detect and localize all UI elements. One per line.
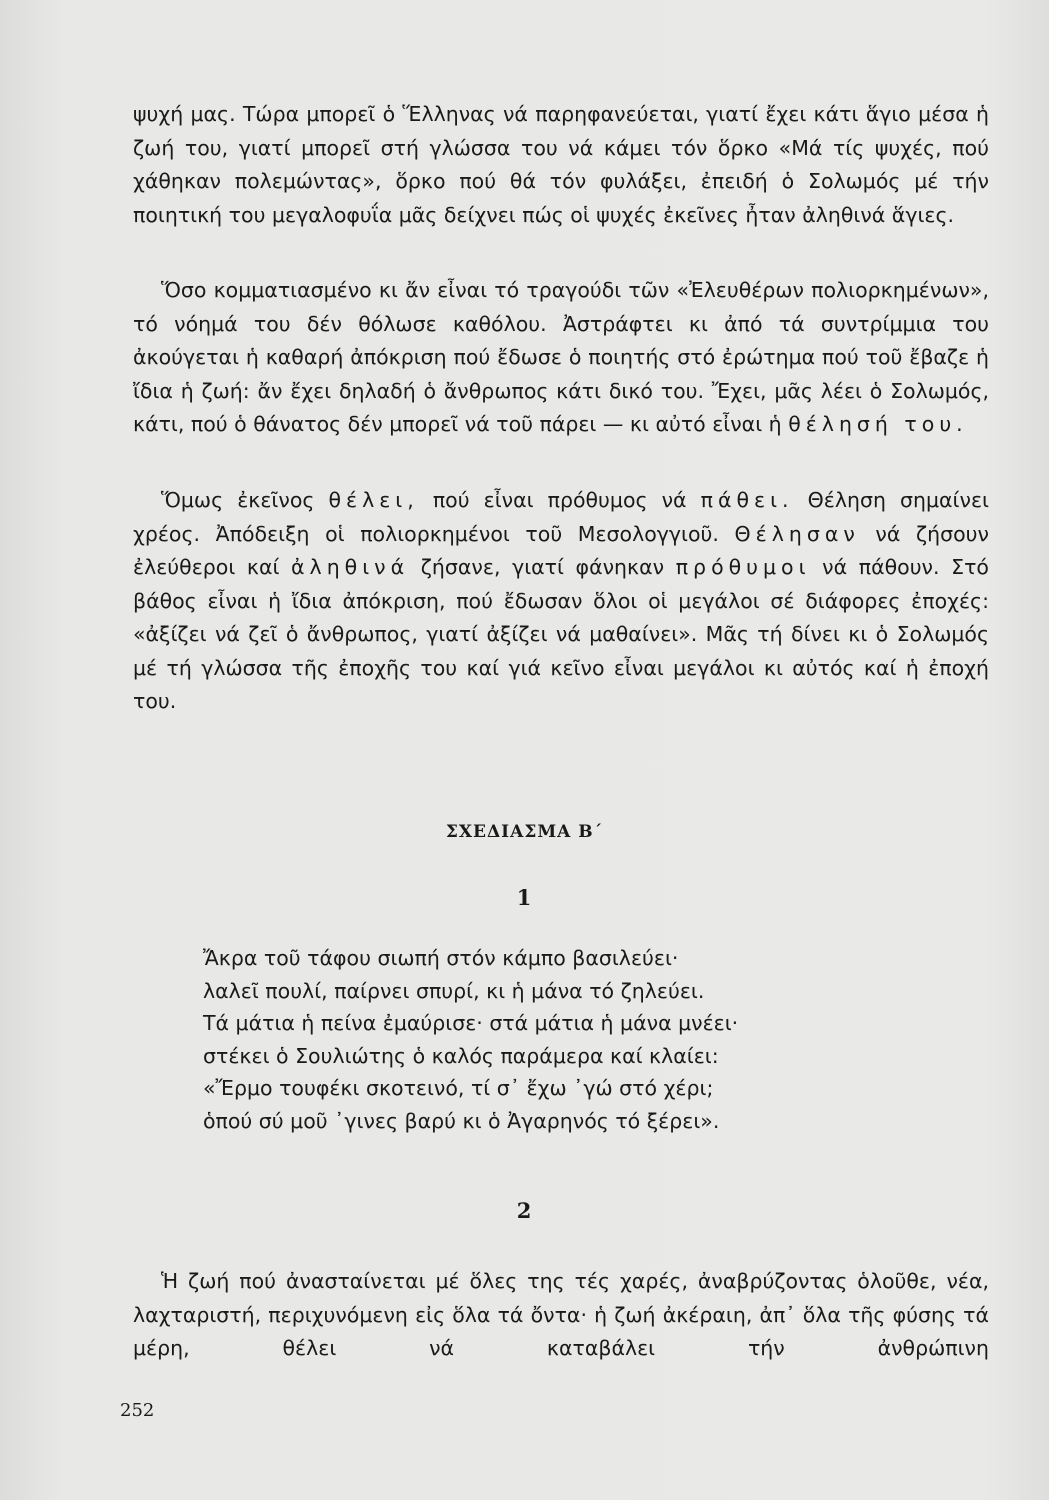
- paragraph-3-part-e: Θέληση σημαίνει χρέος. Ἀπόδειξη οἱ πολιορκημένοι τοῦ Μεσολογγιοῦ.: [133, 488, 989, 546]
- poem-number-1: 1: [516, 885, 533, 910]
- poem-line-1: Ἄκρα τοῦ τάφου σιωπή στόν κάμπο βασιλεύει·: [203, 946, 679, 970]
- poem-line-4: στέκει ὁ Σουλιώτης ὁ καλός παράμερα καί κλαίει:: [203, 1043, 719, 1068]
- poem-verses: [203, 942, 943, 1137]
- paragraph-3-part-k: νά πάθουν. Στό βάθος εἶναι ἡ ἴδια ἀπόκριση, πού ἔδωσαν ὅλοι οἱ μεγάλοι σέ διάφορες ἐποχές: «ἀξίζει νά ζεῖ ὁ ἄνθρωπος, γιατί ἀξίζει νά μαθαίνει». Μᾶς τή δίνει κι ὁ Σολωμός μέ τή γλώσσα τῆς ἐποχῆς του καί γιά κεῖνο εἶναι μεγάλοι κι αὐτός καί ἡ ἐποχή του.: [133, 555, 989, 713]
- poem-line-6: ὁπού σύ μοῦ ᾽γινες βαρύ κι ὁ Ἀγαρηνός τό ξέρει».: [203, 1108, 720, 1133]
- paragraph-3-part-a: Ὅμως ἐκεῖνος: [161, 488, 315, 512]
- spaced-emphasis-thelisi: θέλησή του.: [788, 412, 968, 436]
- paragraph-3: [133, 484, 989, 719]
- spaced-emphasis-prothymoi: πρόθυμοι: [675, 555, 811, 579]
- spaced-emphasis-thelisan: Θέλησαν: [734, 521, 860, 546]
- poem-line-2: λαλεῖ πουλί, παίρνει σπυρί, κι ἡ μάνα τό ζηλεύει.: [203, 978, 705, 1003]
- section-heading: ΣΧΕΔΙΑΣΜΑ Β΄: [445, 822, 604, 842]
- poem-line-3: Τά μάτια ἡ πείνα ἐμαύρισε· στά μάτια ἡ μάνα μνέει·: [203, 1011, 739, 1035]
- paragraph-3-text: [133, 484, 989, 719]
- paragraph-2-text: [133, 274, 989, 442]
- poem-line-5: «Ἔρμο τουφέκι σκοτεινό, τί σ᾽ ἔχω ᾽γώ στό χέρι;: [203, 1076, 714, 1100]
- spaced-emphasis-pathei: πάθει.: [700, 488, 794, 512]
- paragraph-2-part-a: Ὅσο κομματιασμένο κι ἄν εἶναι τό τραγούδι τῶν «Ἐλευθέρων πολιορκημένων», τό νόημά του δέν θόλωσε καθόλου. Ἀστράφτει κι ἀπό τά συντρίμμια του ἀκούγεται ἡ καθαρή ἀπόκριση πού ἔδωσε ὁ ποιητής στό ἐρώτημα πού τοῦ ἔβαζε ἡ ἴδια ἡ ζωή: ἄν ἔχει δηλαδή ὁ ἄνθρωπος κάτι δικό του. Ἔχει, μᾶς λέει ὁ Σολωμός, κάτι, πού ὁ θάνατος δέν μπορεῖ νά τοῦ πάρει — κι αὐτό εἶναι ἡ: [133, 278, 989, 436]
- paragraph-2: [133, 274, 989, 442]
- spaced-emphasis-alithina: ἀληθινά: [291, 555, 410, 579]
- poem-number-2: 2: [516, 1198, 533, 1223]
- spaced-emphasis-thelei: θέλει,: [328, 488, 419, 512]
- paragraph-3-part-c: πού εἶναι πρόθυμος νά: [432, 488, 687, 512]
- paragraph-1: [133, 98, 989, 232]
- paragraph-3-part-g: νά ζήσουν ἐλεύθεροι καί: [133, 521, 989, 579]
- paragraph-4-text: Ἡ ζωή πού ἀνασταίνεται μέ ὅλες της τές χαρές, ἀναβρύζοντας ὁλοῦθε, νέα, λαχταριστή, περιχυνόμενη εἰς ὅλα τά ὄντα· ἡ ζωή ἀκέραιη, ἀπ᾽ ὅλα τῆς φύσης τά μέρη, θέλει νά καταβάλει τήν ἀνθρώπινη: [133, 1269, 989, 1360]
- paragraph-3-part-i: ζήσανε, γιατί φάνηκαν: [420, 555, 665, 579]
- paragraph-1-text: ψυχή μας. Τώρα μπορεῖ ὁ Ἕλληνας νά παρηφανεύεται, γιατί ἔχει κάτι ἅγιο μέσα ἡ ζωή του, γιατί μπορεῖ στή γλώσσα του νά κάμει τόν ὅρκο «Μά τίς ψυχές, πού χάθηκαν πολεμώντας», ὅρκο πού θά τόν φυλάξει, ἐπειδή ὁ Σολωμός μέ τήν ποιητική του μεγαλοφυΐα μᾶς δείχνει πώς οἱ ψυχές ἐκεῖνες ἦταν ἀληθινά ἅγιες.: [133, 102, 989, 227]
- page-number: 252: [120, 1400, 155, 1421]
- paragraph-4: [133, 1265, 989, 1366]
